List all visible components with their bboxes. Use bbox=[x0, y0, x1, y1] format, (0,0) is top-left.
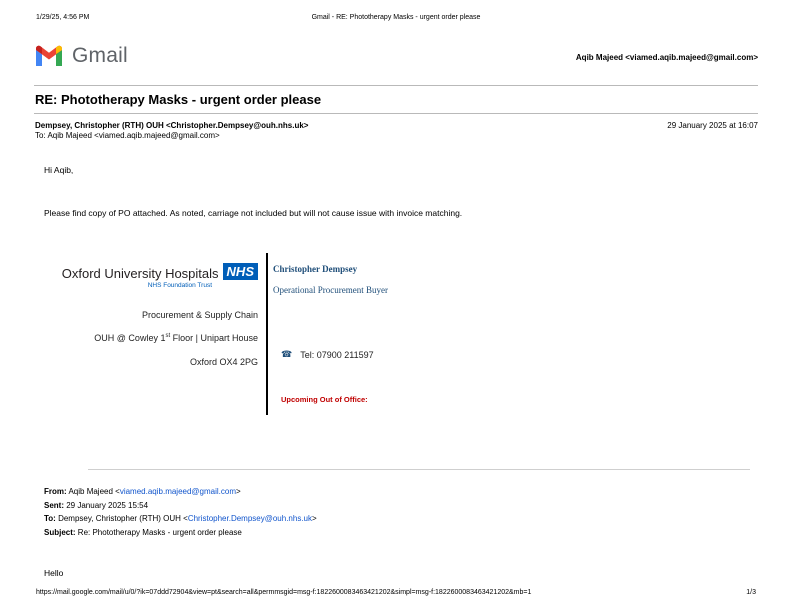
quoted-header bbox=[44, 485, 317, 539]
quoted-to-email-link[interactable]: Christopher.Dempsey@ouh.nhs.uk bbox=[187, 514, 312, 523]
message-date: 29 January 2025 at 16:07 bbox=[667, 121, 758, 130]
message-header bbox=[35, 121, 308, 141]
print-header bbox=[36, 14, 756, 24]
phone-icon: ☎ bbox=[281, 349, 293, 359]
out-of-office: Upcoming Out of Office: bbox=[281, 395, 368, 404]
quoted-sent bbox=[44, 499, 317, 513]
city-postcode: Oxford OX4 2PG bbox=[189, 357, 258, 367]
quoted-from-label: From: bbox=[44, 487, 67, 496]
quoted-subject-label: Subject: bbox=[44, 527, 76, 537]
signature-phone bbox=[281, 349, 374, 360]
quoted-sent-value: 29 January 2025 15:54 bbox=[66, 500, 149, 510]
department: Procurement & Supply Chain bbox=[141, 310, 258, 320]
trust-name: NHS Foundation Trust bbox=[147, 282, 212, 289]
account-email: Aqib Majeed <viamed.aqib.majeed@gmail.com> bbox=[575, 53, 758, 62]
print-datetime: 1/29/25, 4:56 PM bbox=[36, 14, 90, 21]
phone-number: Tel: 07900 211597 bbox=[300, 349, 374, 360]
signature-name: Christopher Dempsey bbox=[273, 264, 358, 274]
quoted-from-name: Aqib Majeed < bbox=[68, 487, 120, 496]
print-url: https://mail.google.com/mail/u/0/?ik=07ddd72904&view=pt&search=all&permmsgid=msg-f:1822600083463421202&simpl=msg-f:1822600083463421202&mb=1 bbox=[36, 589, 532, 596]
gmail-m-logo-icon bbox=[34, 45, 64, 68]
address-line bbox=[94, 333, 258, 343]
email-subject: RE: Phototherapy Masks - urgent order please bbox=[35, 92, 322, 107]
quoted-to-label: To: bbox=[44, 514, 56, 523]
address-part: OUH @ Cowley 1 bbox=[94, 333, 166, 343]
quoted-sent-label: Sent: bbox=[44, 500, 64, 510]
greeting: Hi Aqib, bbox=[44, 165, 74, 175]
signature-role: Operational Procurement Buyer bbox=[273, 285, 388, 295]
message-to: To: Aqib Majeed <viamed.aqib.majeed@gmail.com> bbox=[35, 131, 220, 140]
subject-divider bbox=[34, 113, 758, 114]
gmail-logo bbox=[34, 44, 128, 68]
signature-org bbox=[52, 263, 258, 289]
header-divider bbox=[34, 85, 758, 86]
print-title: Gmail - RE: Phototherapy Masks - urgent order please bbox=[311, 14, 481, 21]
quoted-greeting: Hello bbox=[44, 568, 64, 578]
address-part: Floor | Unipart House bbox=[170, 333, 258, 343]
quoted-subject bbox=[44, 526, 317, 540]
nhs-logo: NHS bbox=[223, 263, 258, 280]
print-footer bbox=[36, 589, 756, 599]
quoted-subject-value: Re: Phototherapy Masks - urgent order please bbox=[77, 527, 242, 537]
address-sup: st bbox=[165, 333, 171, 339]
quoted-from-email-link[interactable]: viamed.aqib.majeed@gmail.com bbox=[119, 487, 236, 496]
gmail-wordmark: Gmail bbox=[72, 44, 128, 67]
quoted-to-end: > bbox=[312, 514, 317, 523]
signature-address bbox=[52, 308, 258, 378]
quoted-to bbox=[44, 512, 317, 526]
message-body: Please find copy of PO attached. As noted, carriage not included but will not cause issue with invoice matching. bbox=[44, 208, 463, 218]
quoted-to-name: Dempsey, Christopher (RTH) OUH < bbox=[58, 514, 188, 523]
page-number: 1/3 bbox=[746, 589, 756, 596]
quoted-from bbox=[44, 485, 317, 499]
org-name: Oxford University Hospitals bbox=[61, 266, 219, 281]
signature-divider bbox=[266, 253, 268, 415]
quoted-from-end: > bbox=[236, 487, 241, 496]
quote-divider bbox=[88, 469, 750, 470]
ouh-logo bbox=[52, 263, 258, 281]
message-from: Dempsey, Christopher (RTH) OUH <Christopher.Dempsey@ouh.nhs.uk> bbox=[35, 121, 309, 130]
